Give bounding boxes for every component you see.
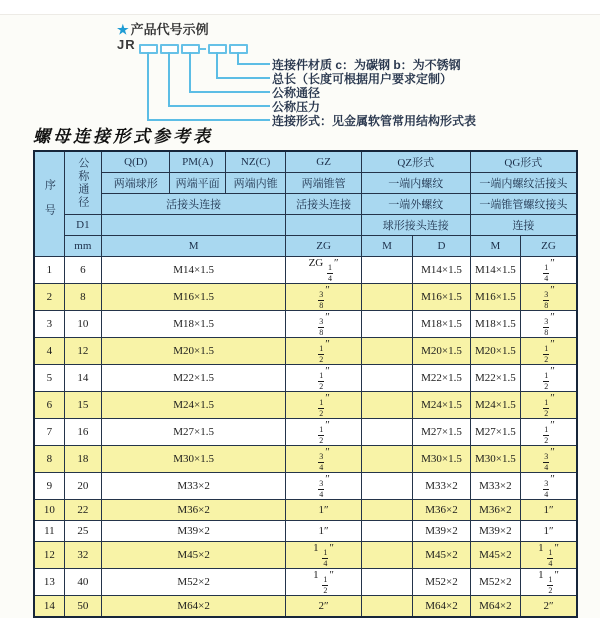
table-row (34, 596, 577, 618)
fraction: $\frac{1}{2}$ (544, 371, 549, 391)
table-row (34, 569, 577, 596)
header-union-conn: 活接头连接 (101, 194, 285, 215)
cell-qg-m: M64×2 (470, 596, 520, 618)
cell-qz-d: M16×1.5 (413, 284, 470, 311)
cell-qz-d: M27×1.5 (413, 419, 470, 446)
header-col-qz: QZ形式 (361, 151, 470, 173)
cell-qz-m (361, 392, 412, 419)
fraction: $\frac{1}{2}$ (544, 344, 549, 364)
cell-mm: 20 (64, 473, 101, 500)
header-qg-m: M (470, 236, 520, 257)
cell-seq: 5 (34, 365, 64, 392)
table-row (34, 473, 577, 500)
cell-qg-zg: 1″ (521, 521, 577, 542)
table-body (34, 257, 577, 618)
label-length: 总长（长度可根据用户要求定制） (272, 72, 453, 86)
cell-qg-zg: $\frac{1}{2}$ ″ (521, 365, 577, 392)
cell-qz-d: M30×1.5 (413, 446, 470, 473)
fraction: $\frac{3}{8}$ (544, 290, 549, 310)
cell-m: M18×1.5 (101, 311, 285, 338)
table-row (34, 284, 577, 311)
cell-qz-m (361, 500, 412, 521)
cell-m: M22×1.5 (101, 365, 285, 392)
cell-qz-m (361, 365, 412, 392)
cell-m: M33×2 (101, 473, 285, 500)
header-qg-desc2: 一端锥管螺纹接头 (470, 194, 577, 215)
cell-gz: 1″ (286, 500, 362, 521)
cell-qg-zg: $\frac{1}{2}$ ″ (521, 338, 577, 365)
cell-qg-m: M24×1.5 (470, 392, 520, 419)
cell-qz-d: M24×1.5 (413, 392, 470, 419)
fraction: $\frac{1}{4}$ (323, 548, 328, 568)
cell-mm: 32 (64, 542, 101, 569)
header-qg-conn: 连接 (470, 215, 577, 236)
fraction: $\frac{3}{8}$ (319, 317, 324, 337)
fraction: $\frac{1}{2}$ (319, 398, 324, 418)
header-q-desc: 两端球形 (101, 173, 170, 194)
cell-seq: 12 (34, 542, 64, 569)
label-diameter: 公称通径 (272, 86, 321, 100)
header-col-q: Q(D) (101, 151, 170, 173)
header-qz-desc2: 一端外螺纹 (361, 194, 470, 215)
cell-qg-zg: 1 $\frac{1}{4}$ ″ (521, 542, 577, 569)
cell-m: M36×2 (101, 500, 285, 521)
label-pressure: 公称压力 (272, 100, 321, 114)
cell-seq: 10 (34, 500, 64, 521)
cell-gz: $\frac{3}{8}$ ″ (286, 311, 362, 338)
header-col-qg: QG形式 (470, 151, 577, 173)
cell-seq: 7 (34, 419, 64, 446)
cell-seq: 4 (34, 338, 64, 365)
fraction: $\frac{1}{2}$ (319, 344, 324, 364)
header-zg: ZG (286, 236, 362, 257)
cell-qz-m (361, 473, 412, 500)
connector-line-form (147, 52, 270, 121)
cell-gz: 2″ (286, 596, 362, 618)
cell-qz-d: M64×2 (413, 596, 470, 618)
fraction: $\frac{3}{4}$ (319, 479, 324, 499)
cell-m: M45×2 (101, 542, 285, 569)
diagram-title-text: 产品代号示例 (130, 22, 209, 37)
label-material: 连接件材质 c：为碳钢 b：为不锈钢 (272, 58, 461, 72)
cell-seq: 2 (34, 284, 64, 311)
cell-qz-d: M36×2 (413, 500, 470, 521)
cell-mm: 6 (64, 257, 101, 284)
cell-qg-zg: $\frac{3}{8}$ ″ (521, 311, 577, 338)
cell-qg-m: M39×2 (470, 521, 520, 542)
header-qg-zg: ZG (521, 236, 577, 257)
cell-qz-m (361, 257, 412, 284)
nut-connection-table (33, 150, 578, 618)
cell-gz: ZG $\frac{1}{4}$ ″ (286, 257, 362, 284)
fraction: $\frac{1}{4}$ (328, 263, 332, 283)
fraction: $\frac{1}{2}$ (544, 398, 549, 418)
cell-mm: 10 (64, 311, 101, 338)
cell-qz-m (361, 446, 412, 473)
cell-gz: 1″ (286, 521, 362, 542)
diagram-title (117, 19, 209, 38)
cell-qg-m: M14×1.5 (470, 257, 520, 284)
star-icon: ★ (117, 22, 129, 37)
cell-qg-zg: $\frac{3}{8}$ ″ (521, 284, 577, 311)
cell-qg-m: M30×1.5 (470, 446, 520, 473)
table-row (34, 338, 577, 365)
cell-qz-m (361, 542, 412, 569)
cell-qz-d: M20×1.5 (413, 338, 470, 365)
header-nz-desc: 两端内锥 (225, 173, 285, 194)
cell-m: M30×1.5 (101, 446, 285, 473)
header-blank-gz (286, 215, 362, 236)
cell-gz: $\frac{1}{2}$ ″ (286, 338, 362, 365)
fraction: $\frac{3}{8}$ (544, 317, 549, 337)
fraction: $\frac{3}{4}$ (319, 452, 324, 472)
table-row (34, 311, 577, 338)
table-row (34, 446, 577, 473)
cell-seq: 11 (34, 521, 64, 542)
cell-qz-d: M14×1.5 (413, 257, 470, 284)
cell-qz-m (361, 338, 412, 365)
cell-qz-d: M39×2 (413, 521, 470, 542)
cell-m: M39×2 (101, 521, 285, 542)
cell-mm: 16 (64, 419, 101, 446)
cell-qz-m (361, 596, 412, 618)
cell-qg-zg: $\frac{1}{2}$ ″ (521, 392, 577, 419)
fraction: $\frac{1}{4}$ (544, 263, 549, 283)
cell-mm: 12 (64, 338, 101, 365)
header-col-gz: GZ (286, 151, 362, 173)
code-prefix: JR (117, 37, 136, 52)
cell-gz: 1 $\frac{1}{4}$ ″ (286, 542, 362, 569)
header-qz-conn: 球形接头连接 (361, 215, 470, 236)
header-pm-desc: 两端平面 (170, 173, 225, 194)
header-gz-union: 活接头连接 (286, 194, 362, 215)
header-seq: 序号 (34, 151, 64, 257)
cell-qg-zg: 2″ (521, 596, 577, 618)
cell-m: M64×2 (101, 596, 285, 618)
cell-m: M16×1.5 (101, 284, 285, 311)
header-qz-desc1: 一端内螺纹 (361, 173, 470, 194)
top-strip (0, 0, 600, 15)
cell-m: M14×1.5 (101, 257, 285, 284)
cell-qg-zg: $\frac{1}{4}$ ″ (521, 257, 577, 284)
cell-mm: 25 (64, 521, 101, 542)
fraction: $\frac{1}{2}$ (323, 575, 328, 595)
cell-mm: 22 (64, 500, 101, 521)
cell-mm: 40 (64, 569, 101, 596)
cell-qg-zg: 1″ (521, 500, 577, 521)
table-row (34, 257, 577, 284)
fraction: $\frac{1}{2}$ (548, 575, 553, 595)
fraction: $\frac{3}{4}$ (544, 452, 549, 472)
cell-qg-m: M33×2 (470, 473, 520, 500)
cell-qz-d: M22×1.5 (413, 365, 470, 392)
header-mm: mm (64, 236, 101, 257)
fraction: $\frac{1}{2}$ (319, 425, 324, 445)
cell-qg-zg: $\frac{3}{4}$ ″ (521, 473, 577, 500)
header-m: M (101, 236, 285, 257)
cell-mm: 18 (64, 446, 101, 473)
header-blank-left (101, 215, 285, 236)
cell-seq: 8 (34, 446, 64, 473)
cell-qg-m: M20×1.5 (470, 338, 520, 365)
table-row (34, 392, 577, 419)
cell-seq: 9 (34, 473, 64, 500)
fraction: $\frac{3}{4}$ (544, 479, 549, 499)
cell-gz: $\frac{1}{2}$ ″ (286, 392, 362, 419)
header-d1: D1 (64, 215, 101, 236)
cell-qz-d: M45×2 (413, 542, 470, 569)
cell-m: M27×1.5 (101, 419, 285, 446)
cell-seq: 3 (34, 311, 64, 338)
cell-seq: 14 (34, 596, 64, 618)
cell-gz: $\frac{3}{8}$ ″ (286, 284, 362, 311)
cell-seq: 1 (34, 257, 64, 284)
cell-qg-zg: $\frac{1}{2}$ ″ (521, 419, 577, 446)
table-row (34, 500, 577, 521)
table-row (34, 521, 577, 542)
cell-m: M20×1.5 (101, 338, 285, 365)
table-row (34, 419, 577, 446)
cell-gz: $\frac{3}{4}$ ″ (286, 446, 362, 473)
cell-qz-m (361, 311, 412, 338)
cell-qg-zg: $\frac{3}{4}$ ″ (521, 446, 577, 473)
cell-m: M24×1.5 (101, 392, 285, 419)
cell-qz-m (361, 284, 412, 311)
table-title: 螺母连接形式参考表 (33, 127, 213, 146)
table-row (34, 542, 577, 569)
fraction: $\frac{1}{4}$ (548, 548, 553, 568)
cell-seq: 6 (34, 392, 64, 419)
fraction: $\frac{1}{2}$ (319, 371, 324, 391)
table-header (34, 151, 577, 257)
header-qz-d: D (413, 236, 470, 257)
cell-gz: 1 $\frac{1}{2}$ ″ (286, 569, 362, 596)
fraction: $\frac{3}{8}$ (319, 290, 324, 310)
cell-qz-m (361, 419, 412, 446)
cell-m: M52×2 (101, 569, 285, 596)
cell-gz: $\frac{3}{4}$ ″ (286, 473, 362, 500)
cell-mm: 8 (64, 284, 101, 311)
cell-mm: 14 (64, 365, 101, 392)
label-form: 连接形式：见金属软管常用结构形式表 (272, 114, 477, 128)
header-col-nz: NZ(C) (225, 151, 285, 173)
cell-gz: $\frac{1}{2}$ ″ (286, 419, 362, 446)
cell-gz: $\frac{1}{2}$ ″ (286, 365, 362, 392)
cell-qg-m: M45×2 (470, 542, 520, 569)
header-qz-m: M (361, 236, 412, 257)
cell-qg-m: M18×1.5 (470, 311, 520, 338)
cell-qz-d: M52×2 (413, 569, 470, 596)
table-row (34, 365, 577, 392)
cell-qg-m: M27×1.5 (470, 419, 520, 446)
cell-qz-d: M18×1.5 (413, 311, 470, 338)
fraction: $\frac{1}{2}$ (544, 425, 549, 445)
header-col-pm: PM(A) (170, 151, 225, 173)
cell-mm: 50 (64, 596, 101, 618)
cell-qz-d: M33×2 (413, 473, 470, 500)
cell-seq: 13 (34, 569, 64, 596)
cell-mm: 15 (64, 392, 101, 419)
cell-qz-m (361, 569, 412, 596)
cell-qg-m: M36×2 (470, 500, 520, 521)
cell-qg-zg: 1 $\frac{1}{2}$ ″ (521, 569, 577, 596)
cell-qg-m: M16×1.5 (470, 284, 520, 311)
header-qg-desc1: 一端内螺纹活接头 (470, 173, 577, 194)
header-nominal-diameter: 公称通径 (64, 151, 101, 215)
header-gz-desc: 两端锥管 (286, 173, 362, 194)
cell-qg-m: M22×1.5 (470, 365, 520, 392)
cell-qg-m: M52×2 (470, 569, 520, 596)
cell-qz-m (361, 521, 412, 542)
code-dash (200, 48, 206, 50)
